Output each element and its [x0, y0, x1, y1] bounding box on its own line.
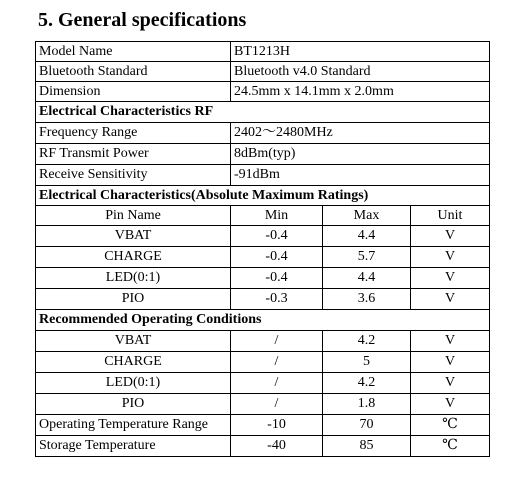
- unit-cell: V: [411, 331, 490, 352]
- max-cell: 4.2: [323, 373, 411, 394]
- spec-label: RF Transmit Power: [36, 144, 231, 165]
- pin-name-cell: PIO: [36, 289, 231, 310]
- min-cell: -40: [231, 436, 323, 457]
- header-min: Min: [231, 206, 323, 226]
- pin-name-cell: Operating Temperature Range: [36, 415, 231, 436]
- spec-table: [35, 41, 490, 457]
- spec-value: 2402～2480MHz: [231, 123, 490, 144]
- table-row: [36, 331, 490, 352]
- min-cell: -10: [231, 415, 323, 436]
- pin-name-cell: VBAT: [36, 331, 231, 352]
- spec-value: BT1213H: [231, 42, 490, 62]
- pin-name-cell: VBAT: [36, 226, 231, 247]
- table-row: [36, 415, 490, 436]
- section-heading: 5. General specifications: [38, 9, 247, 31]
- unit-cell: ℃: [411, 415, 490, 436]
- min-cell: -0.4: [231, 226, 323, 247]
- min-cell: -0.4: [231, 268, 323, 289]
- pin-name-cell: CHARGE: [36, 352, 231, 373]
- max-cell: 5: [323, 352, 411, 373]
- spec-value: -91dBm: [231, 165, 490, 186]
- unit-cell: V: [411, 268, 490, 289]
- header-pin-name: Pin Name: [36, 206, 231, 226]
- unit-cell: V: [411, 289, 490, 310]
- min-cell: -0.4: [231, 247, 323, 268]
- min-cell: /: [231, 331, 323, 352]
- spec-label: Bluetooth Standard: [36, 62, 231, 82]
- unit-cell: V: [411, 373, 490, 394]
- pin-name-cell: Storage Temperature: [36, 436, 231, 457]
- min-cell: /: [231, 352, 323, 373]
- spec-row-bluetooth-standard: [36, 62, 490, 82]
- spec-row-rf-transmit-power: [36, 144, 490, 165]
- max-cell: 85: [323, 436, 411, 457]
- section-row-abs-max: [36, 186, 490, 206]
- max-cell: 4.4: [323, 226, 411, 247]
- pin-name-cell: LED(0:1): [36, 268, 231, 289]
- table-row: [36, 226, 490, 247]
- spec-value: 24.5mm x 14.1mm x 2.0mm: [231, 82, 490, 102]
- min-cell: /: [231, 373, 323, 394]
- spec-label: Receive Sensitivity: [36, 165, 231, 186]
- spec-row-frequency-range: [36, 123, 490, 144]
- max-cell: 3.6: [323, 289, 411, 310]
- table-row: [36, 436, 490, 457]
- table-row: [36, 268, 490, 289]
- table-row: [36, 373, 490, 394]
- spec-label: Model Name: [36, 42, 231, 62]
- max-cell: 1.8: [323, 394, 411, 415]
- table-row: [36, 289, 490, 310]
- spec-value: Bluetooth v4.0 Standard: [231, 62, 490, 82]
- max-cell: 70: [323, 415, 411, 436]
- section-title-recommended: Recommended Operating Conditions: [36, 310, 490, 331]
- spec-value: 8dBm(typ): [231, 144, 490, 165]
- unit-cell: V: [411, 226, 490, 247]
- spec-row-dimension: [36, 82, 490, 102]
- section-title-rf: Electrical Characteristics RF: [36, 102, 490, 123]
- section-row-rf: [36, 102, 490, 123]
- section-row-recommended: [36, 310, 490, 331]
- max-cell: 4.4: [323, 268, 411, 289]
- header-unit: Unit: [411, 206, 490, 226]
- pin-name-cell: CHARGE: [36, 247, 231, 268]
- min-cell: /: [231, 394, 323, 415]
- table-row: [36, 247, 490, 268]
- min-cell: -0.3: [231, 289, 323, 310]
- header-max: Max: [323, 206, 411, 226]
- unit-cell: V: [411, 352, 490, 373]
- table-header-row: [36, 206, 490, 226]
- spec-row-model-name: [36, 42, 490, 62]
- pin-name-cell: PIO: [36, 394, 231, 415]
- spec-label: Dimension: [36, 82, 231, 102]
- table-row: [36, 352, 490, 373]
- pin-name-cell: LED(0:1): [36, 373, 231, 394]
- unit-cell: V: [411, 394, 490, 415]
- unit-cell: ℃: [411, 436, 490, 457]
- spec-row-receive-sensitivity: [36, 165, 490, 186]
- section-title-abs-max: Electrical Characteristics(Absolute Maximum Ratings): [36, 186, 490, 206]
- spec-label: Frequency Range: [36, 123, 231, 144]
- max-cell: 5.7: [323, 247, 411, 268]
- unit-cell: V: [411, 247, 490, 268]
- max-cell: 4.2: [323, 331, 411, 352]
- table-row: [36, 394, 490, 415]
